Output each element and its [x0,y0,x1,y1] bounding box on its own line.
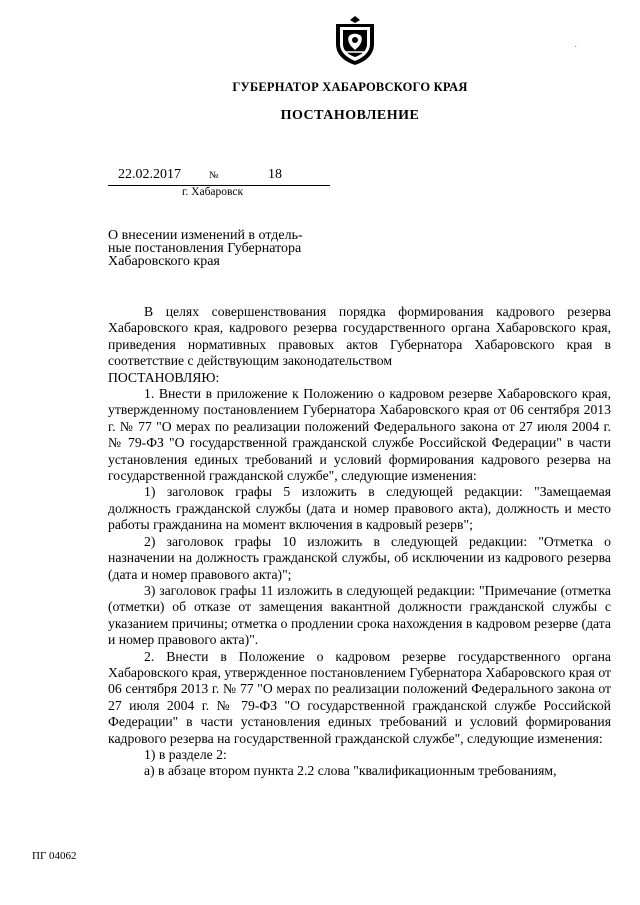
clause-2-item-1: 1) в разделе 2: [144,746,227,762]
form-code: ПГ 04062 [32,850,77,862]
coat-of-arms-khabarovsk-icon [330,14,380,66]
preamble-paragraph: В целях совершенствования порядка формирования кадрового резерва Хабаровского края, кадрового резерва государственного органа Хабаровского края, приведения нормативных правовых актов Губернатора Хабаровского края в соответствие с действующим законодательством [108,304,611,369]
clause-2: 2. Внести в Положение о кадровом резерве государственного органа Хабаровского края, утвержденное постановлением Губернатора Хабаровского края от 06 сентября 2013 г. № 77 "О мерах по реализации положений Федерального закона от 27 июля 2004 г. № 79-ФЗ "О государственной гражданской службе Российской Федерации" в части установления единых требований и условий формирования кадрового резерва на государственной гражданской службе", следующие изменения: [108,648,611,746]
resolution-word: ПОСТАНОВЛЯЮ: [108,369,220,385]
document-subject [108,229,328,268]
clause-1-item-2: 2) заголовок графы 10 изложить в следующей редакции: "Отметка о назначении на должность гражданской службы, об исключении из кадрового резерва (дата и номер правового акта)"; [108,533,611,582]
subject-line: О внесении изменений в отдель- [108,228,303,243]
clause-1-item-3: 3) заголовок графы 11 изложить в следующей редакции: "Примечание (отметка (отметки) об отказе от замещения вакантной должности гражданской службы с указанием причины; отметка о продлении срока нахождения в кадровом резерве (дата и номер правового акта)". [108,582,611,648]
document-city: г. Хабаровск [182,186,244,198]
clause-1: 1. Внести в приложение к Положению о кадровом резерве Хабаровского края, утвержденному постановлением Губернатора Хабаровского края от 06 сентября 2013 г. № 77 "О мерах по реализации положений Федерального закона от 27 июля 2004 г. № 79-ФЗ "О государственной гражданской службе Российской Федерации" в части установления единых требований и условий формирования кадрового резерва на государственной гражданской службе", следующие изменения: [108,386,611,484]
document-date: 22.02.2017 [118,167,181,182]
subject-line: Хабаровского края [108,254,220,269]
subject-line: ные постановления Губернатора [108,241,302,256]
clause-2-item-1a: а) в абзаце втором пункта 2.2 слова "квалификационным требованиям, [144,763,557,779]
organization-title: ГУБЕРНАТОР ХАБАРОВСКОГО КРАЯ [232,80,468,94]
date-number-line [108,169,330,186]
number-sign: № [209,170,219,181]
corner-mark: · [574,42,578,53]
clause-1-item-1: 1) заголовок графы 5 изложить в следующей редакции: "Замещаемая должность гражданской службы (дата и номер правового акта), должность и место работы гражданина на момент включения в кадровый резерв"; [108,484,611,533]
document-body [108,304,611,780]
document-number: 18 [268,167,282,182]
document-type: ПОСТАНОВЛЕНИЕ [280,108,420,123]
